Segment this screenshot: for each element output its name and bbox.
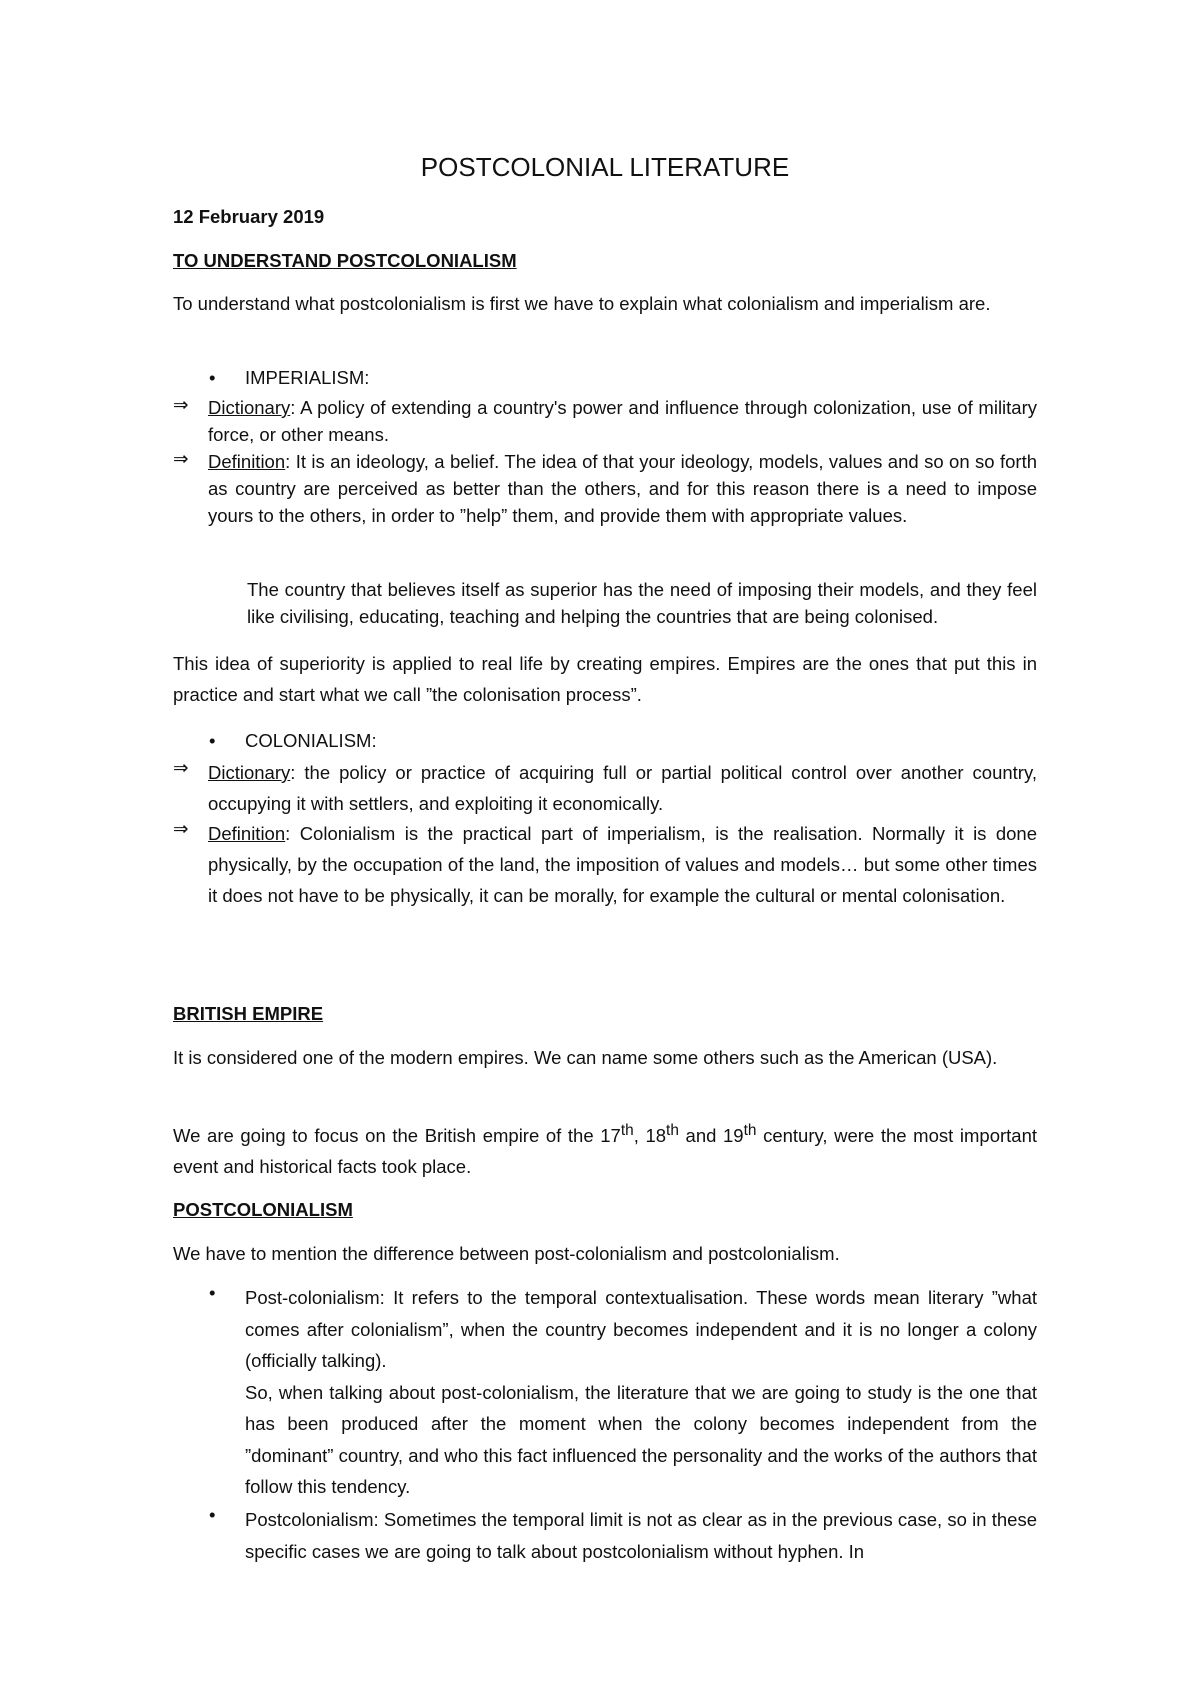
- bullet-icon: •: [209, 730, 216, 751]
- british-empire-paragraph-2: We are going to focus on the British empire of the 17th, 18th and 19th century, were the most important event and historical facts took place.: [173, 1122, 1038, 1178]
- bullet-icon: •: [209, 1282, 216, 1303]
- imperialism-definition-item: [173, 448, 1037, 529]
- imperialism-label: IMPERIALISM:: [245, 367, 370, 388]
- bullet-icon: •: [209, 367, 216, 388]
- postcolonialism-definition: Postcolonialism: Sometimes the temporal limit is not as clear as in the previous case, so in these specific cases we are going to talk about postcolonialism without hyphen. In: [245, 1509, 1037, 1562]
- arrow-icon: ⇒: [173, 818, 189, 839]
- british-empire-paragraph-1: It is considered one of the modern empires. We can name some others such as the American (USA).: [173, 1047, 998, 1068]
- superiority-paragraph: This idea of superiority is applied to real life by creating empires. Empires are the ones that put this in practice and start what we call ”the colonisation process”.: [173, 653, 1037, 705]
- colonialism-bullet: [209, 730, 377, 752]
- post-colonialism-continuation: So, when talking about post-colonialism, the literature that we are going to study is the one that has been produced after the moment when the colony becomes independent from the ”dominant” country, and who this fact influenced the personality and the works of the authors that follow this tendency.: [245, 1381, 1037, 1497]
- arrow-icon: ⇒: [173, 757, 189, 778]
- imperialism-bullet: [209, 367, 369, 389]
- definition-label: Definition: [208, 451, 286, 472]
- post-colonialism-definition: Post-colonialism: It refers to the temporal contextualisation. These words mean literary ”what comes after colonialism”, when the country becomes independent and it is no longer a colony (officially talking).: [245, 1287, 1037, 1371]
- heading-british-empire: BRITISH EMPIRE: [173, 1003, 324, 1024]
- heading-postcolonialism: POSTCOLONIALISM: [173, 1199, 353, 1220]
- post-colonialism-item: [209, 1282, 1037, 1503]
- imperialism-dictionary-text: : A policy of extending a country's power and influence through colonization, use of military force, or other means.: [208, 397, 1037, 445]
- colonialism-dictionary-text: : the policy or practice of acquiring full or partial political control over another country, occupying it with settlers, and exploiting it economically.: [208, 762, 1037, 814]
- document-date: 12 February 2019: [173, 206, 325, 227]
- arrow-icon: ⇒: [173, 394, 189, 415]
- postcolonialism-item: [209, 1504, 1037, 1567]
- colonialism-dictionary-item: [173, 757, 1037, 819]
- dictionary-label: Dictionary: [208, 397, 291, 418]
- imperialism-definition-text: : It is an ideology, a belief. The idea of that your ideology, models, values and so on so forth as country are perceived as better than the others, and for this reason there is a need to impose yours to the others, in order to ”help” them, and provide them with appropriate values.: [208, 451, 1037, 526]
- imperialism-dictionary-item: [173, 394, 1037, 448]
- colonialism-definition-text: : Colonialism is the practical part of imperialism, is the realisation. Normally it is done physically, by the occupation of the land, the imposition of values and models… but some other times it does not have to be physically, it can be morally, for example the cultural or mental colonisation.: [208, 823, 1037, 906]
- imperialism-note: The country that believes itself as superior has the need of imposing their models, and they feel like civilising, educating, teaching and helping the countries that are being colonised.: [247, 578, 1037, 627]
- arrow-icon: ⇒: [173, 448, 189, 469]
- heading-to-understand-postcolonialism: TO UNDERSTAND POSTCOLONIALISM: [173, 250, 517, 271]
- postcolonialism-intro: We have to mention the difference between post-colonialism and postcolonialism.: [173, 1243, 840, 1264]
- colonialism-label: COLONIALISM:: [245, 730, 377, 751]
- dictionary-label: Dictionary: [208, 762, 291, 783]
- intro-paragraph: To understand what postcolonialism is first we have to explain what colonialism and imperialism are.: [173, 293, 991, 314]
- bullet-icon: •: [209, 1504, 216, 1525]
- colonialism-definition-item: [173, 818, 1037, 911]
- document-title: POSTCOLONIAL LITERATURE: [420, 152, 790, 182]
- definition-label: Definition: [208, 823, 286, 844]
